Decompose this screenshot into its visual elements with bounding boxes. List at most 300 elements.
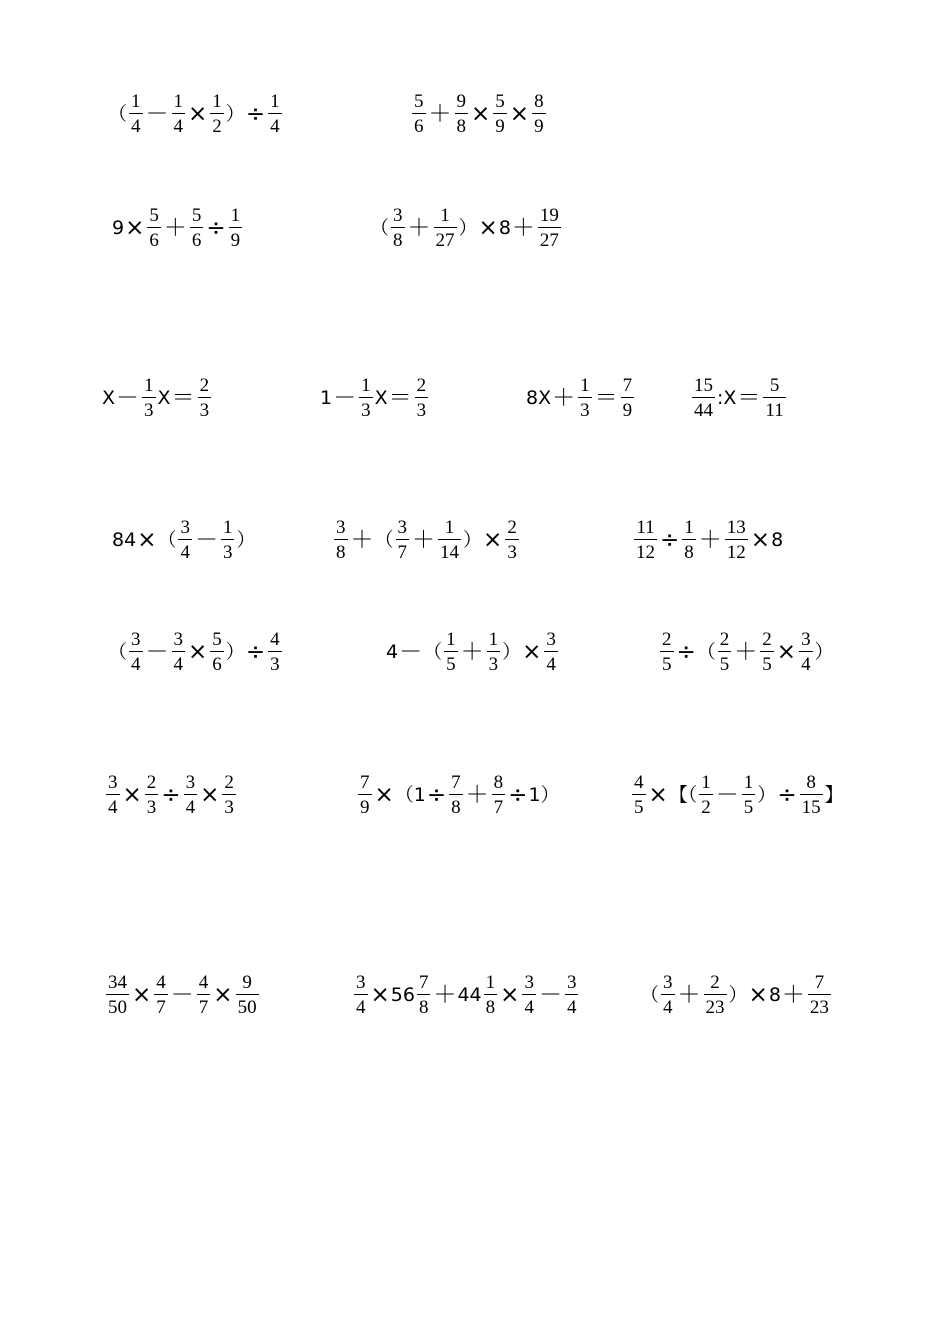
fraction <box>172 92 186 136</box>
fraction <box>718 630 732 674</box>
denominator: 9 <box>621 397 635 420</box>
operator: ＋ <box>552 384 576 411</box>
numerator: 1 <box>444 517 455 538</box>
numerator: 5 <box>769 375 780 396</box>
fraction <box>565 973 579 1017</box>
operator: － <box>170 981 194 1008</box>
operator: × <box>478 214 498 241</box>
term: 】 <box>824 783 844 806</box>
numerator: 2 <box>762 629 772 650</box>
denominator: 3 <box>578 397 592 420</box>
operator: × <box>125 214 145 241</box>
operator: × <box>776 638 797 665</box>
fraction <box>190 206 204 250</box>
problem-14 <box>658 622 834 682</box>
fraction <box>699 773 713 817</box>
term: :X <box>717 386 737 409</box>
problem-2 <box>410 84 548 144</box>
numerator: 3 <box>546 629 556 650</box>
numerator: 13 <box>726 517 746 538</box>
problem-17 <box>630 765 844 825</box>
numerator: 1 <box>580 375 590 396</box>
problem-19 <box>352 965 580 1025</box>
numerator: 7 <box>360 772 370 793</box>
fraction <box>444 630 458 674</box>
numerator: 2 <box>199 375 210 396</box>
operator: × <box>748 981 768 1008</box>
denominator: 4 <box>172 651 186 674</box>
denominator: 4 <box>522 994 536 1017</box>
numerator: 3 <box>173 629 184 650</box>
numerator: 3 <box>524 972 534 993</box>
numerator: 5 <box>149 205 159 226</box>
fraction <box>578 376 592 420</box>
numerator: 9 <box>242 972 252 993</box>
denominator: 3 <box>268 651 282 674</box>
operator: － <box>116 384 140 411</box>
term: ） <box>225 640 245 663</box>
operator: ＋ <box>734 638 758 665</box>
operator: ÷ <box>161 781 181 808</box>
fraction <box>145 773 159 817</box>
denominator: 4 <box>178 539 192 562</box>
operator: － <box>145 638 169 665</box>
numerator: 4 <box>270 629 280 650</box>
numerator: 1 <box>743 772 754 793</box>
fraction <box>396 518 410 562</box>
numerator: 1 <box>446 629 456 650</box>
numerator: 1 <box>230 205 241 226</box>
denominator: 5 <box>660 651 674 674</box>
term: （ <box>108 102 128 125</box>
fraction <box>692 376 715 420</box>
operator: ÷ <box>245 100 266 127</box>
fraction <box>415 376 429 420</box>
term: ） <box>502 640 522 663</box>
numerator: 1 <box>131 91 141 112</box>
numerator: 7 <box>814 972 825 993</box>
fraction <box>147 206 161 250</box>
term: 84 <box>112 528 137 551</box>
fraction <box>222 773 236 817</box>
term: 8 <box>771 528 784 551</box>
fraction <box>268 630 282 674</box>
denominator: 9 <box>493 113 507 136</box>
term: 4 <box>386 640 399 663</box>
denominator: 4 <box>106 794 120 817</box>
numerator: 1 <box>440 205 450 226</box>
denominator: 9 <box>532 113 546 136</box>
operator: ÷ <box>777 781 797 808</box>
term: ） <box>728 983 748 1006</box>
operator: － <box>538 981 562 1008</box>
denominator: 3 <box>142 397 156 420</box>
term: 8 <box>498 216 511 239</box>
problem-7 <box>526 368 636 428</box>
term: 8 <box>768 983 781 1006</box>
operator: ＋ <box>698 526 722 553</box>
problem-12 <box>108 622 284 682</box>
fraction <box>532 92 546 136</box>
problem-10 <box>332 510 521 570</box>
operator: ＋ <box>163 214 187 241</box>
numerator: 2 <box>710 972 720 993</box>
operator: × <box>522 638 542 665</box>
term: （ <box>157 528 177 551</box>
problem-13 <box>386 622 560 682</box>
fraction <box>197 973 211 1017</box>
numerator: 2 <box>416 375 427 396</box>
denominator: 4 <box>661 994 675 1017</box>
term: （ <box>640 983 660 1006</box>
fraction <box>106 973 129 1017</box>
operator: ＝ <box>388 384 412 411</box>
fraction <box>449 773 463 817</box>
fraction <box>505 518 519 562</box>
operator: ＋ <box>465 781 489 808</box>
operator: × <box>200 781 220 808</box>
term: 9 <box>112 216 125 239</box>
denominator: 3 <box>222 794 236 817</box>
problem-20 <box>640 965 833 1025</box>
term: （ <box>696 640 716 663</box>
operator: × <box>500 981 520 1008</box>
term: 8X <box>526 386 552 409</box>
denominator: 5 <box>444 651 458 674</box>
fraction <box>172 630 186 674</box>
denominator: 7 <box>396 539 410 562</box>
denominator: 3 <box>415 397 429 420</box>
numerator: 1 <box>488 629 499 650</box>
denominator: 6 <box>190 227 204 250</box>
denominator: 8 <box>484 994 498 1017</box>
denominator: 6 <box>147 227 161 250</box>
denominator: 14 <box>438 539 461 562</box>
term: X <box>374 386 388 409</box>
numerator: 11 <box>636 517 655 538</box>
term: 【（ <box>668 783 698 806</box>
denominator: 50 <box>106 994 129 1017</box>
numerator: 2 <box>224 772 234 793</box>
fraction <box>236 973 259 1017</box>
problem-8 <box>690 368 788 428</box>
operator: ＋ <box>407 214 431 241</box>
fraction <box>391 206 405 250</box>
operator: ÷ <box>660 526 680 553</box>
denominator: 50 <box>236 994 259 1017</box>
operator: × <box>471 100 491 127</box>
denominator: 7 <box>492 794 506 817</box>
fraction <box>142 376 156 420</box>
operator: × <box>370 981 390 1008</box>
fraction <box>354 973 368 1017</box>
operator: ＋ <box>433 981 457 1008</box>
operator: × <box>122 781 142 808</box>
denominator: 8 <box>449 794 463 817</box>
fraction <box>544 630 558 674</box>
numerator: 3 <box>180 517 190 538</box>
denominator: 23 <box>704 994 727 1017</box>
problem-5 <box>102 368 213 428</box>
numerator: 7 <box>418 972 429 993</box>
fraction <box>682 518 696 562</box>
term: （ <box>374 528 394 551</box>
numerator: 5 <box>495 91 505 112</box>
numerator: 3 <box>336 517 346 538</box>
denominator: 7 <box>197 994 211 1017</box>
numerator: 5 <box>212 629 222 650</box>
operator: － <box>399 638 423 665</box>
operator: ÷ <box>676 638 696 665</box>
numerator: 3 <box>393 205 403 226</box>
term: ） <box>757 783 777 806</box>
fraction <box>799 630 813 674</box>
term: （ <box>108 640 128 663</box>
denominator: 8 <box>391 227 405 250</box>
denominator: 4 <box>354 994 368 1017</box>
fraction <box>800 773 823 817</box>
numerator: 8 <box>806 772 816 793</box>
term: ） <box>236 528 256 551</box>
denominator: 5 <box>632 794 646 817</box>
numerator: 4 <box>198 972 209 993</box>
numerator: 1 <box>144 375 154 396</box>
numerator: 2 <box>662 629 672 650</box>
fraction <box>334 518 348 562</box>
numerator: 3 <box>801 629 811 650</box>
numerator: 3 <box>108 772 118 793</box>
operator: ＋ <box>511 214 535 241</box>
numerator: 1 <box>485 972 496 993</box>
fraction <box>268 92 282 136</box>
denominator: 8 <box>334 539 348 562</box>
fraction <box>417 973 431 1017</box>
problem-11 <box>632 510 783 570</box>
numerator: 3 <box>185 772 196 793</box>
fraction <box>621 376 635 420</box>
numerator: 2 <box>507 517 517 538</box>
fraction <box>229 206 243 250</box>
term: （ <box>370 216 390 239</box>
term: ） <box>463 528 483 551</box>
problem-4 <box>370 198 563 258</box>
numerator: 5 <box>191 205 202 226</box>
fraction <box>492 773 506 817</box>
fraction <box>154 973 168 1017</box>
fraction <box>359 376 373 420</box>
fraction <box>455 92 469 136</box>
problem-3 <box>112 198 244 258</box>
denominator: 6 <box>210 651 224 674</box>
numerator: 2 <box>719 629 730 650</box>
numerator: 3 <box>397 517 408 538</box>
denominator: 12 <box>634 539 657 562</box>
operator: × <box>483 526 503 553</box>
operator: × <box>648 781 668 808</box>
operator: ÷ <box>508 781 528 808</box>
fraction <box>184 773 198 817</box>
operator: ＋ <box>412 526 436 553</box>
denominator: 12 <box>725 539 748 562</box>
fraction <box>198 376 212 420</box>
fraction <box>412 92 426 136</box>
numerator: 1 <box>222 517 233 538</box>
term: ） <box>458 216 478 239</box>
fraction <box>210 630 224 674</box>
operator: × <box>132 981 152 1008</box>
operator: × <box>509 100 530 127</box>
denominator: 5 <box>742 794 756 817</box>
denominator: 44 <box>692 397 715 420</box>
fraction <box>538 206 561 250</box>
fraction <box>493 92 507 136</box>
denominator: 9 <box>358 794 372 817</box>
problem-9 <box>112 510 256 570</box>
denominator: 27 <box>538 227 561 250</box>
denominator: 23 <box>808 994 831 1017</box>
denominator: 11 <box>763 397 785 420</box>
fraction <box>358 773 372 817</box>
operator: ＝ <box>737 384 761 411</box>
numerator: 1 <box>701 772 711 793</box>
denominator: 4 <box>129 651 143 674</box>
denominator: 8 <box>417 994 431 1017</box>
fraction <box>129 630 143 674</box>
denominator: 6 <box>412 113 426 136</box>
term: X <box>157 386 171 409</box>
numerator: 7 <box>622 375 633 396</box>
problem-16 <box>356 765 560 825</box>
problem-15 <box>104 765 238 825</box>
numerator: 1 <box>270 91 280 112</box>
fraction <box>178 518 192 562</box>
numerator: 3 <box>356 972 366 993</box>
operator: － <box>333 384 357 411</box>
numerator: 3 <box>566 972 577 993</box>
operator: ÷ <box>206 214 226 241</box>
operator: ＋ <box>781 981 805 1008</box>
operator: × <box>750 526 771 553</box>
fraction <box>221 518 235 562</box>
operator: × <box>213 981 233 1008</box>
numerator: 1 <box>212 91 222 112</box>
denominator: 15 <box>800 794 823 817</box>
numerator: 3 <box>663 972 673 993</box>
numerator: 1 <box>173 91 184 112</box>
numerator: 15 <box>694 375 713 396</box>
operator: ÷ <box>245 638 266 665</box>
term: 1） <box>528 783 560 806</box>
denominator: 5 <box>718 651 732 674</box>
denominator: 7 <box>154 994 168 1017</box>
fraction <box>487 630 501 674</box>
fraction <box>660 630 674 674</box>
operator: － <box>715 781 739 808</box>
fraction <box>129 92 143 136</box>
fraction <box>210 92 224 136</box>
denominator: 3 <box>198 397 212 420</box>
operator: － <box>194 526 218 553</box>
term: 1 <box>320 386 333 409</box>
numerator: 5 <box>414 91 424 112</box>
operator: ÷ <box>426 781 447 808</box>
numerator: 8 <box>493 772 504 793</box>
operator: ＋ <box>677 981 701 1008</box>
numerator: 4 <box>156 972 166 993</box>
operator: × <box>374 781 394 808</box>
numerator: 4 <box>634 772 644 793</box>
term: （ <box>423 640 443 663</box>
denominator: 4 <box>565 994 579 1017</box>
fraction <box>438 518 461 562</box>
fraction <box>484 973 498 1017</box>
fraction <box>106 773 120 817</box>
term: 56 <box>390 983 415 1006</box>
denominator: 27 <box>434 227 457 250</box>
term: 44 <box>457 983 482 1006</box>
denominator: 4 <box>544 651 558 674</box>
denominator: 4 <box>129 113 143 136</box>
fraction <box>634 518 657 562</box>
fraction <box>760 630 774 674</box>
operator: × <box>188 100 208 127</box>
numerator: 8 <box>534 91 544 112</box>
problem-1 <box>108 84 284 144</box>
fraction <box>704 973 727 1017</box>
operator: ＋ <box>428 100 452 127</box>
numerator: 3 <box>131 629 141 650</box>
denominator: 3 <box>145 794 159 817</box>
numerator: 19 <box>539 205 559 226</box>
fraction <box>434 206 457 250</box>
term: ） <box>814 640 834 663</box>
operator: × <box>137 526 157 553</box>
operator: × <box>188 638 208 665</box>
denominator: 2 <box>210 113 224 136</box>
numerator: 7 <box>451 772 461 793</box>
denominator: 8 <box>682 539 696 562</box>
denominator: 4 <box>268 113 282 136</box>
term: X <box>102 386 116 409</box>
fraction <box>808 973 831 1017</box>
operator: ＝ <box>594 384 618 411</box>
operator: ＋ <box>350 526 374 553</box>
denominator: 3 <box>359 397 373 420</box>
numerator: 2 <box>146 772 157 793</box>
denominator: 3 <box>487 651 501 674</box>
denominator: 8 <box>455 113 469 136</box>
term: ） <box>225 102 245 125</box>
operator: ＝ <box>171 384 195 411</box>
fraction <box>725 518 748 562</box>
denominator: 3 <box>221 539 235 562</box>
denominator: 5 <box>760 651 774 674</box>
numerator: 1 <box>361 375 371 396</box>
term: （1 <box>394 783 426 806</box>
fraction <box>661 973 675 1017</box>
denominator: 2 <box>699 794 713 817</box>
fraction <box>763 376 785 420</box>
problem-18 <box>104 965 261 1025</box>
numerator: 34 <box>108 972 127 993</box>
denominator: 4 <box>799 651 813 674</box>
numerator: 9 <box>456 91 466 112</box>
problem-6 <box>320 368 430 428</box>
numerator: 1 <box>684 517 694 538</box>
fraction <box>742 773 756 817</box>
operator: ＋ <box>460 638 484 665</box>
denominator: 3 <box>505 539 519 562</box>
